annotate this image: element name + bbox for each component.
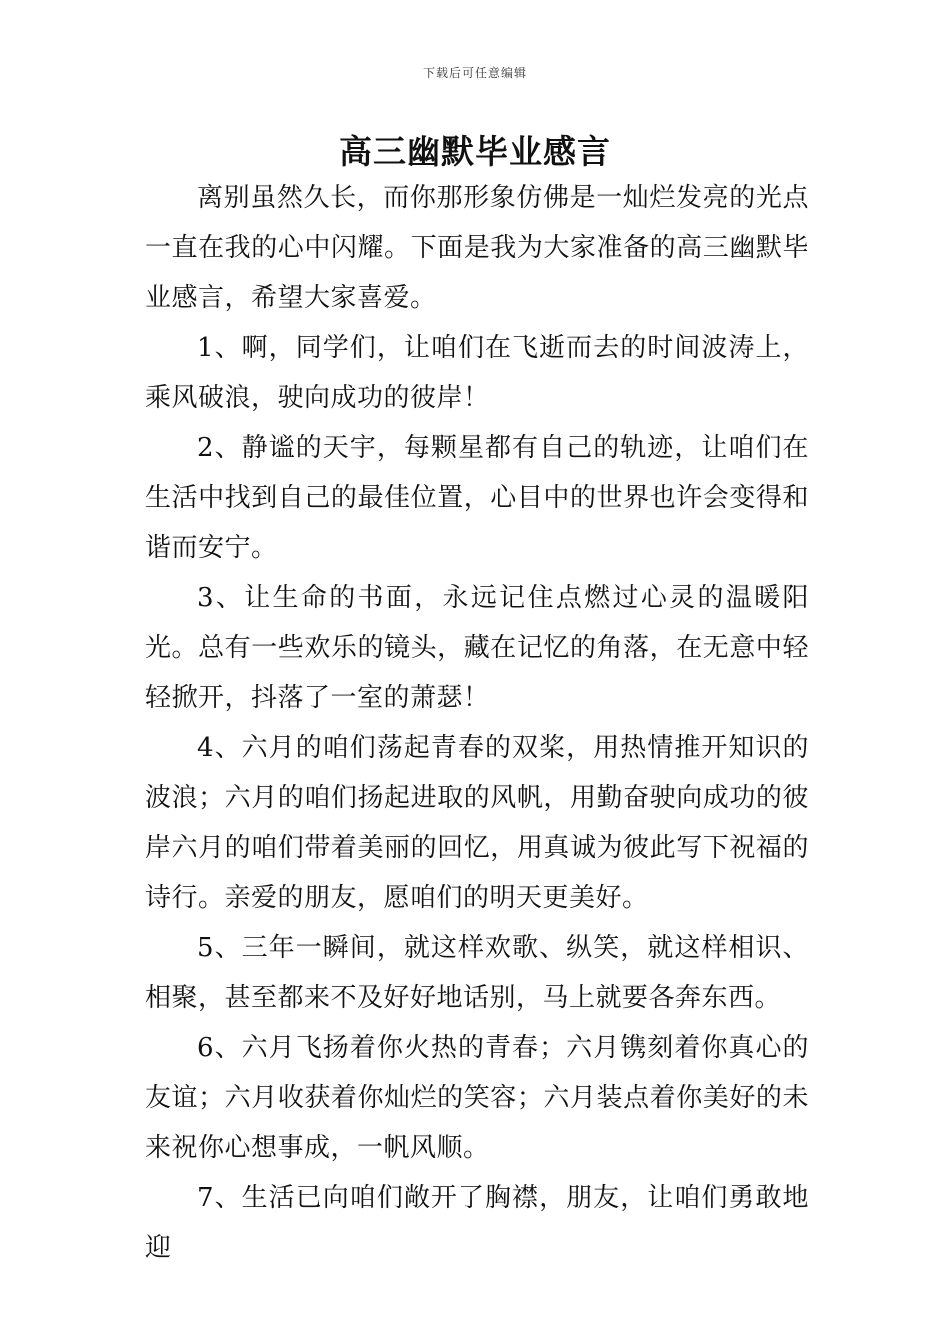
paragraph-5: 5、三年一瞬间，就这样欢歌、纵笑，就这样相识、相聚，甚至都来不及好好地话别，马上就要各奔东西。 [145, 933, 809, 1013]
paragraph-1: 1、啊，同学们，让咱们在飞逝而去的时间波涛上，乘风破浪，驶向成功的彼岸！ [145, 333, 809, 413]
paragraph-2: 2、静谧的天宇，每颗星都有自己的轨迹，让咱们在生活中找到自己的最佳位置，心目中的世界也许会变得和谐而安宁。 [145, 433, 809, 563]
paragraph-6: 6、六月飞扬着你火热的青春；六月镌刻着你真心的友谊；六月收获着你灿烂的笑容；六月装点着你美好的未来祝你心想事成，一帆风顺。 [145, 1033, 809, 1163]
paragraph-4: 4、六月的咱们荡起青春的双桨，用热情推开知识的波浪；六月的咱们扬起进取的风帆，用勤奋驶向成功的彼岸六月的咱们带着美丽的回忆，用真诚为彼此写下祝福的诗行。亲爱的朋友，愿咱们的明天更美好。 [145, 733, 809, 913]
paragraph-3: 3、让生命的书面，永远记住点燃过心灵的温暖阳光。总有一些欢乐的镜头，藏在记忆的角落，在无意中轻轻掀开，抖落了一室的萧瑟！ [145, 583, 809, 713]
header-note: 下载后可任意编辑 [422, 66, 527, 80]
document-body [145, 173, 809, 1273]
document-title: 高三幽默毕业感言 [339, 132, 611, 171]
intro-paragraph: 离别虽然久长，而你那形象仿佛是一灿烂发亮的光点一直在我的心中闪耀。下面是我为大家准备的高三幽默毕业感言，希望大家喜爱。 [145, 183, 809, 313]
paragraph-7: 7、生活已向咱们敞开了胸襟，朋友，让咱们勇敢地迎 [145, 1183, 809, 1263]
